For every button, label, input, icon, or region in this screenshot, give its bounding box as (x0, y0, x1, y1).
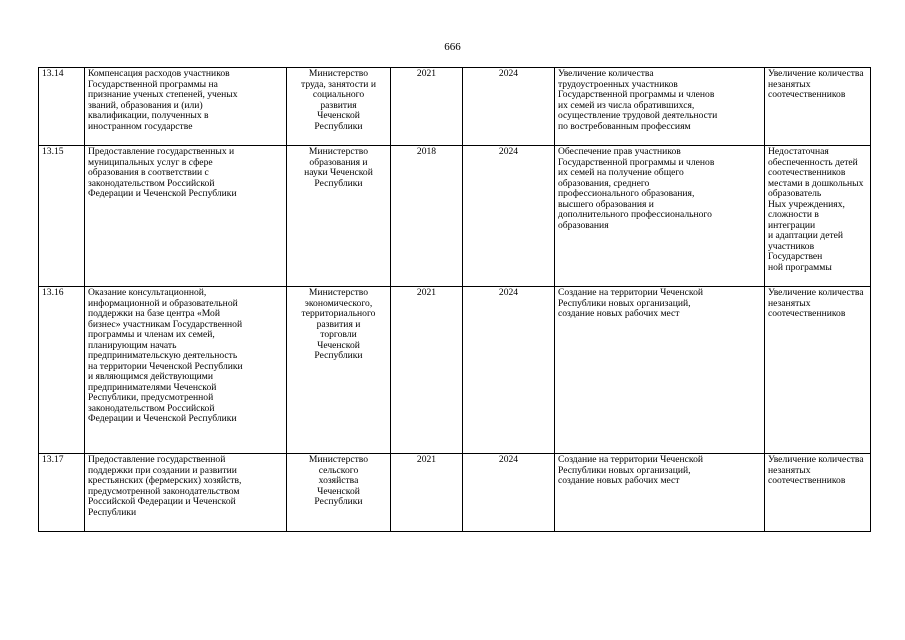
start-year: 2021 (391, 68, 463, 146)
activity-description: Предоставление государственной поддержки при создании и развитии крестьянских (фермерских) хозяйств, предусмотренной законодательством Российской Федерации и Чеченской Республики (85, 454, 287, 532)
responsible-executor: Министерство сельского хозяйства Чеченской Республики (287, 454, 391, 532)
activity-description: Компенсация расходов участников Государственной программы на признание ученых степеней, ученых званий, образования и (или) квалификации, полученных в иностранном государстве (85, 68, 287, 146)
program-activities-table (38, 67, 871, 532)
non-implementation-consequence: Недостаточная обеспеченность детей соотечественников местами в дошкольных образователь Ных учреждениях, сложности в интеграции и адаптации детей участников Государствен ной программы (765, 146, 871, 287)
row-number: 13.17 (39, 454, 85, 532)
end-year: 2024 (463, 287, 555, 454)
start-year: 2018 (391, 146, 463, 287)
responsible-executor: Министерство труда, занятости и социального развития Чеченской Республики (287, 68, 391, 146)
start-year: 2021 (391, 454, 463, 532)
expected-result: Увеличение количества трудоустроенных участников Государственной программы и членов их семей из числа обратившихся, осуществление трудовой деятельности по востребованным профессиям (555, 68, 765, 146)
end-year: 2024 (463, 454, 555, 532)
table-row (39, 146, 871, 287)
expected-result: Создание на территории Чеченской Республики новых организаций, создание новых рабочих мест (555, 287, 765, 454)
activity-description: Предоставление государственных и муниципальных услуг в сфере образования в соответствии с законодательством Российской Федерации и Чеченской Республики (85, 146, 287, 287)
activity-description: Оказание консультационной, информационной и образовательной поддержки на базе центра «Мой бизнес» участникам Государственной программы и членам их семей, планирующим начать предпринимательскую деятельность на территории Чеченской Республики и являющимся действующими предпринимателями Чеченской Республики, предусмотренной законодательством Российской Федерации и Чеченской Республики (85, 287, 287, 454)
non-implementation-consequence: Увеличение количества незанятых соотечественников (765, 454, 871, 532)
non-implementation-consequence: Увеличение количества незанятых соотечественников (765, 287, 871, 454)
page-number: 666 (444, 41, 461, 53)
expected-result: Создание на территории Чеченской Республики новых организаций, создание новых рабочих мест (555, 454, 765, 532)
row-number: 13.14 (39, 68, 85, 146)
start-year: 2021 (391, 287, 463, 454)
row-number: 13.15 (39, 146, 85, 287)
responsible-executor: Министерство образования и науки Чеченской Республики (287, 146, 391, 287)
table-row (39, 287, 871, 454)
non-implementation-consequence: Увеличение количества незанятых соотечественников (765, 68, 871, 146)
end-year: 2024 (463, 68, 555, 146)
expected-result: Обеспечение прав участников Государственной программы и членов их семей на получение общего образования, среднего профессионального образования, высшего образования и дополнительного профессионального образования (555, 146, 765, 287)
table-row (39, 68, 871, 146)
row-number: 13.16 (39, 287, 85, 454)
responsible-executor: Министерство экономического, территориального развития и торговли Чеченской Республики (287, 287, 391, 454)
table-row (39, 454, 871, 532)
end-year: 2024 (463, 146, 555, 287)
